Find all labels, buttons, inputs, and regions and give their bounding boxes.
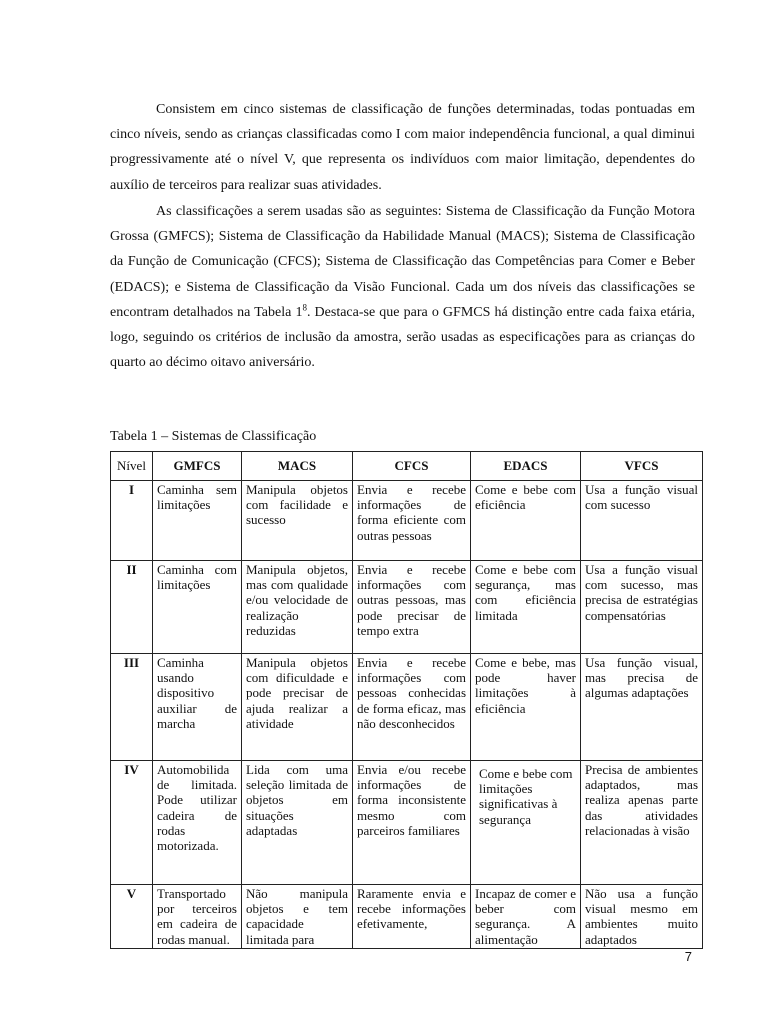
header-edacs: EDACS [471,452,581,481]
cfcs-cell: Envia e recebe informações de forma eficiente com outras pessoas [353,481,471,561]
edacs-cell: Come e bebe com segurança, mas com eficiência limitada [471,561,581,654]
vfcs-cell: Usa função visual, mas precisa de algumas adaptações [581,654,703,761]
table-row [111,885,703,949]
level-cell: IV [111,761,153,885]
table-row [111,481,703,561]
gmfcs-cell: Transportado por terceiros em cadeira de rodas manual. [153,885,242,949]
edacs-cell: Incapaz de comer e beber com segurança. A alimentação [471,885,581,949]
gmfcs-cell: Automobilida de limitada. Pode utilizar cadeira de rodas motorizada. [153,761,242,885]
header-nivel: Nível [111,452,153,481]
body-paragraph-1 [110,97,695,198]
table-row [111,654,703,761]
paragraph-2-text: As classificações a serem usadas são as seguintes: Sistema de Classificação da Função Motora Grossa (GMFCS); Sistema de Classificação da Habilidade Manual (MACS); Sistema de Classificação da Função de Comunicação (CFCS); Sistema de Classificação das Competências para Comer e Beber (EDACS); e Sistema de Classificação da Visão Funcional. Cada um dos níveis das classificações se encontram detalhados na Tabela 1 [110,204,695,320]
edacs-cell: Come e bebe com eficiência [471,481,581,561]
paragraph-1-text: Consistem em cinco sistemas de classificação de funções determinadas, todas pontuadas em cinco níveis, sendo as crianças classificadas como I com maior independência funcional, a qual diminui progressivamente até o nível V, que representa os indivíduos com maior limitação, dependentes do auxílio de terceiros para realizar suas atividades. [110,102,695,193]
macs-cell: Manipula objetos com facilidade e sucesso [242,481,353,561]
edacs-cell: Come e bebe, mas pode haver limitações à eficiência [471,654,581,761]
header-cfcs: CFCS [353,452,471,481]
cfcs-cell: Envia e/ou recebe informações de forma inconsistente mesmo com parceiros familiares [353,761,471,885]
level-cell: V [111,885,153,949]
macs-cell: Não manipula objetos e tem capacidade limitada para [242,885,353,949]
vfcs-cell: Precisa de ambientes adaptados, mas realiza apenas parte das atividades relacionadas à visão [581,761,703,885]
level-cell: II [111,561,153,654]
gmfcs-cell: Caminha com limitações [153,561,242,654]
cfcs-cell: Raramente envia e recebe informações efetivamente, [353,885,471,949]
header-gmfcs: GMFCS [153,452,242,481]
cfcs-cell: Envia e recebe informações com outras pessoas, mas pode precisar de tempo extra [353,561,471,654]
page-number: 7 [684,949,692,964]
header-macs: MACS [242,452,353,481]
vfcs-cell: Usa a função visual com sucesso, mas precisa de estratégias compensatórias [581,561,703,654]
vfcs-cell: Usa a função visual com sucesso [581,481,703,561]
footnote-reference[interactable]: 8 [302,302,307,313]
classification-table [110,451,703,949]
macs-cell: Manipula objetos com dificuldade e pode precisar de ajuda realizar a atividade [242,654,353,761]
header-vfcs: VFCS [581,452,703,481]
table-row [111,561,703,654]
macs-cell: Lida com uma seleção limitada de objetos em situações adaptadas [242,761,353,885]
gmfcs-cell: Caminha sem limitações [153,481,242,561]
vfcs-cell: Não usa a função visual mesmo em ambientes muito adaptados [581,885,703,949]
cfcs-cell: Envia e recebe informações com pessoas conhecidas de forma eficaz, mas não desconhecidos [353,654,471,761]
gmfcs-cell: Caminha usando dispositivo auxiliar de marcha [153,654,242,761]
level-cell: III [111,654,153,761]
paragraph-2-text-end: . Destaca-se que para o GFMCS há distinção entre cada faixa etária, logo, seguindo os critérios de inclusão da amostra, serão usadas as especificações para as crianças do quarto ao décimo oitavo aniversário. [110,304,695,371]
table-row [111,761,703,885]
level-cell: I [111,481,153,561]
table-caption: Tabela 1 – Sistemas de Classificação [110,429,317,444]
macs-cell: Manipula objetos, mas com qualidade e/ou velocidade de realização reduzidas [242,561,353,654]
edacs-cell: Come e bebe com limitações significativas à segurança [471,761,581,885]
table-header-row [111,452,703,481]
body-paragraph-2 [110,199,695,375]
